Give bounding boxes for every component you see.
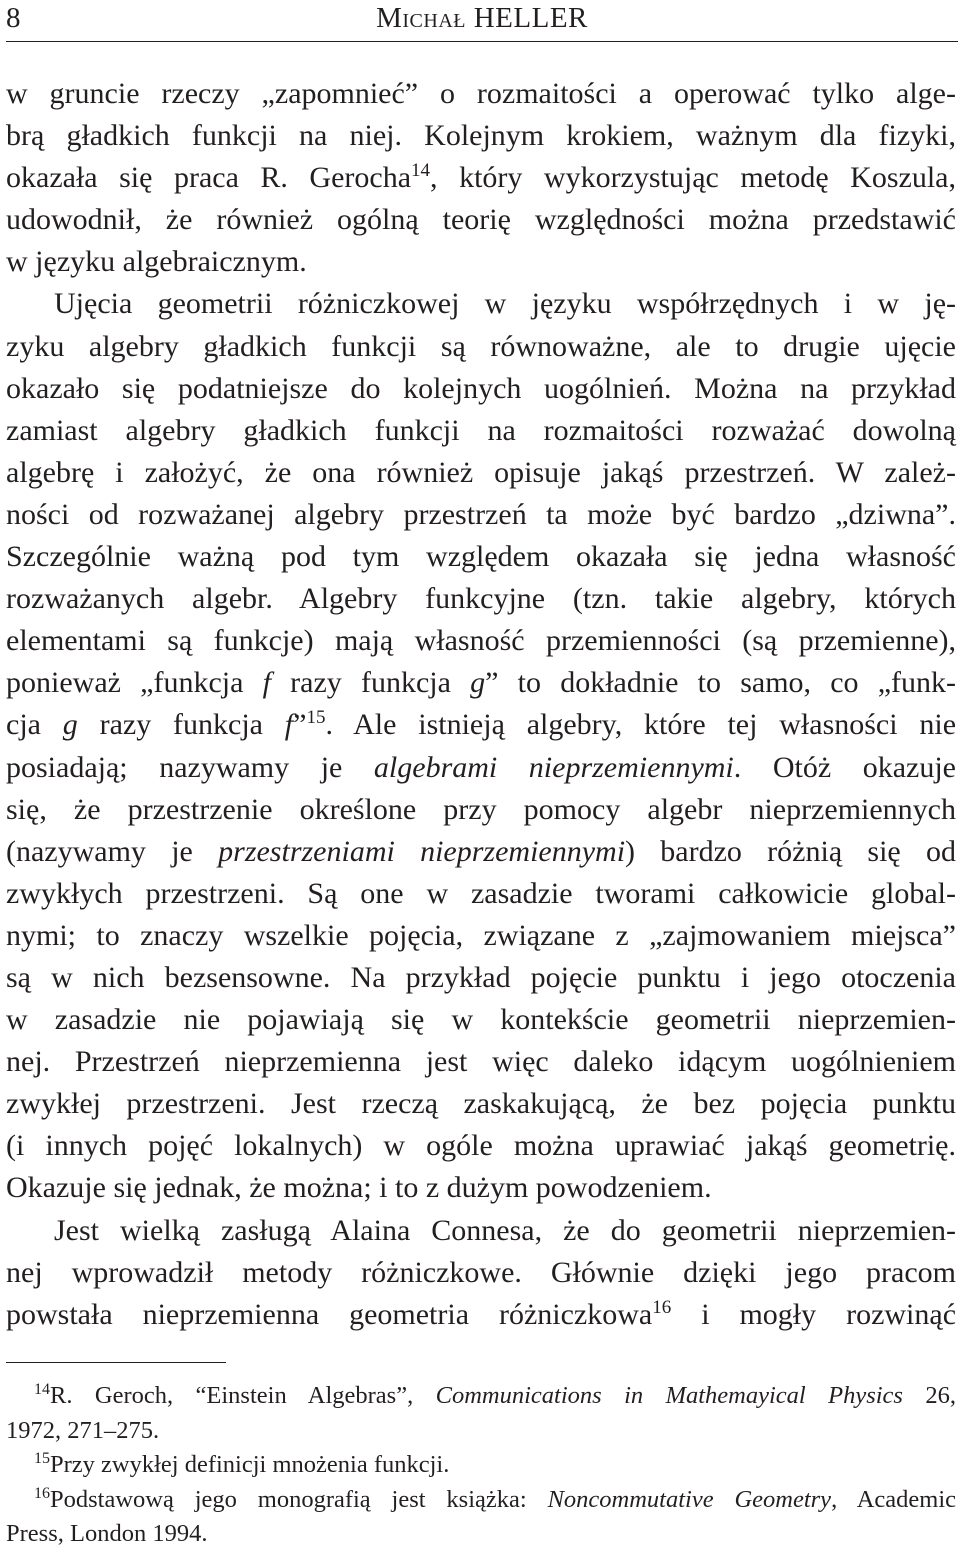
footnote-15 [6,1448,956,1483]
text-line [6,704,956,746]
text-line: elementami są funkcje) mają własność przemienności (są przemienne), [6,624,956,658]
text-line: brą gładkich funkcji na niej. Kolejnym krokiem, ważnym dla fizyki, [6,119,956,153]
text-run: Przy zwykłej definicji mnożenia funkcji. [50,1451,450,1478]
footnote-16 [6,1483,956,1518]
footnote-number: 15 [34,1450,50,1467]
text-run: ” to dokładnie to samo, co „funk- [485,666,957,700]
math-variable: g [470,666,486,700]
page-number: 8 [6,2,21,34]
footnote-rule [6,1362,226,1363]
text-run: okazała się praca R. Gerocha [6,161,412,195]
text-line: zwykłej przestrzeni. Jest rzeczą zaskakującą, że bez pojęcia punktu [6,1087,956,1121]
footnote-number: 14 [34,1381,50,1398]
text-line: zamiast algebry gładkich funkcji na rozmaitości rozważać dowolną [6,413,956,447]
text-line: w zasadzie nie pojawiają się w kontekście geometrii nieprzemien- [6,1003,956,1037]
text-line: się, że przestrzenie określone przy pomocy algebr nieprzemiennych [6,792,956,826]
paragraph-start-line: Jest wielką zasługą Alaina Connesa, że do geometrii nieprzemien- [54,1213,956,1247]
math-variable: f [284,708,294,742]
text-line: Okazuje się jednak, że można; i to z dużym powodzeniem. [6,1171,712,1205]
text-line: zyku algebry gładkich funkcji są równoważne, ale to drugie ujęcie [6,329,956,363]
text-run: ponieważ „funkcja [6,666,244,700]
text-run: powstała nieprzemienna geometria różniczkowa [6,1297,653,1331]
paragraph-start-line: Ujęcia geometrii różniczkowej w języku współrzędnych i w ję- [54,287,956,321]
text-run: , Academic [831,1485,957,1513]
text-run: ” [293,708,307,742]
text-run: Podstawową jego monografią jest książka: [50,1485,527,1513]
text-line: zwykłych przestrzeni. Są one w zasadzie tworami całkowicie global- [6,876,956,910]
emphasis: przestrzeniami nieprzemiennymi [218,834,626,868]
text-line: w gruncie rzeczy „zapomnieć” o rozmaitości a operować tylko alge- [6,77,956,110]
text-run: R. Geroch, “Einstein Algebras”, [50,1382,414,1409]
footnote-marker: 16 [652,1296,672,1318]
footnote-14 [6,1379,956,1414]
footnotes [6,1379,956,1552]
text-line: w języku algebraicznym. [6,245,307,279]
text-run: . Otóż okazuje [733,750,956,784]
text-line: Szczególnie ważną pod tym względem okazała się jedna własność [6,540,956,574]
text-line: nej wprowadził metody różniczkowe. Głównie dzięki jego pracom [6,1255,956,1289]
running-head: Michał HELLER [376,2,588,34]
text-line [6,662,956,704]
journal-title: Communications in Mathemayical Physics [435,1382,903,1409]
text-line [6,1294,956,1336]
text-line: (i innych pojęć lokalnych) w ogóle można uprawiać jakąś geometrię. [6,1129,956,1163]
text-line [6,747,956,789]
text-line: nymi; to znaczy wszelkie pojęcia, związane z „zajmowaniem miejsca” [6,918,956,952]
text-run: i mogły rozwinąć [701,1297,957,1331]
footnote-16-continued: Press, London 1994. [6,1520,208,1547]
text-line: rozważanych algebr. Algebry funkcyjne (tzn. takie algebry, których [6,582,956,616]
footnote-marker: 14 [411,160,431,182]
text-line: są w nich bezsensowne. Na przykład pojęcie punktu i jego otoczenia [6,960,956,994]
math-variable: g [62,708,78,742]
body-text [6,73,956,1336]
text-run: ) bardzo różnią się od [625,834,956,868]
text-line: udowodnił, że również ogólną teorię względności można przedstawić [6,203,956,237]
text-run: . Ale istnieją algebry, które tej własności nie [325,708,957,742]
text-run: razy funkcja [290,666,451,700]
text-line [6,831,956,873]
page-header [6,0,958,44]
text-run: razy funkcja [99,708,263,742]
text-run: 26, [925,1382,957,1409]
text-run: posiadają; nazywamy je [6,750,343,784]
math-variable: f [262,666,271,700]
footnote-marker: 15 [306,707,326,729]
text-line [6,157,956,199]
book-title: Noncommutative Geometry [547,1485,832,1513]
footnote-14-continued: 1972, 271–275. [6,1416,160,1444]
text-run: cja [6,708,41,742]
emphasis: algebrami nieprzemiennymi [373,750,734,784]
text-line: okazało się podatniejsze do kolejnych uogólnień. Można na przykład [6,371,956,405]
text-line: ności od rozważanej algebry przestrzeń ta może być bardzo „dziwna”. [6,497,956,531]
text-run: , który wykorzystując metodę Koszula, [430,161,956,195]
header-rule [6,41,958,42]
footnote-number: 16 [34,1484,50,1502]
text-line: nej. Przestrzeń nieprzemienna jest więc daleko idącym uogólnieniem [6,1045,956,1079]
text-run: (nazywamy je [6,834,193,868]
text-line: algebrę i założyć, że ona również opisuje jakąś przestrzeń. W zależ- [6,455,956,489]
